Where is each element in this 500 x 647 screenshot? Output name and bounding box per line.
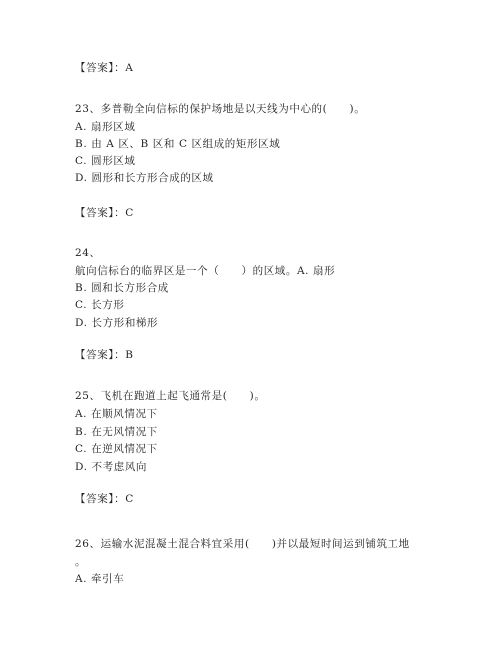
- option-a: A. 牵引车: [75, 573, 125, 585]
- answer-line: 【答案】：C: [75, 207, 134, 219]
- option-b: B. 圆和长方形合成: [75, 282, 169, 294]
- answer-line: 【答案】：C: [75, 493, 134, 505]
- answer-line: 【答案】：B: [75, 349, 134, 361]
- option-d: D. 不考虑风向: [75, 461, 148, 473]
- question-stem: 26、运输水泥混凝土混合料宜采用( )并以最短时间运到铺筑工地: [75, 538, 410, 550]
- question-stem: 25、飞机在跑道上起飞通常是( )。: [75, 390, 266, 402]
- option-c: C. 圆形区域: [75, 155, 136, 167]
- option-c: C. 长方形: [75, 299, 125, 311]
- option-d: D. 圆形和长方形合成的区域: [75, 172, 214, 184]
- option-b: B. 在无风情况下: [75, 426, 158, 438]
- question-stem-continuation: 。: [75, 556, 87, 568]
- option-a: A. 在顺风情况下: [75, 408, 158, 420]
- answer-line: 【答案】：A: [75, 62, 134, 74]
- question-number: 24、: [75, 247, 101, 259]
- question-stem: 航向信标台的临界区是一个（ ）的区域。A. 扇形: [75, 265, 336, 277]
- option-a: A. 扇形区域: [75, 121, 136, 133]
- question-stem: 23、多普勒全向信标的保护场地是以天线为中心的( )。: [75, 103, 366, 115]
- option-b: B. 由 A 区、B 区和 C 区组成的矩形区域: [75, 138, 281, 150]
- option-c: C. 在逆风情况下: [75, 443, 158, 455]
- option-d: D. 长方形和梯形: [75, 317, 159, 329]
